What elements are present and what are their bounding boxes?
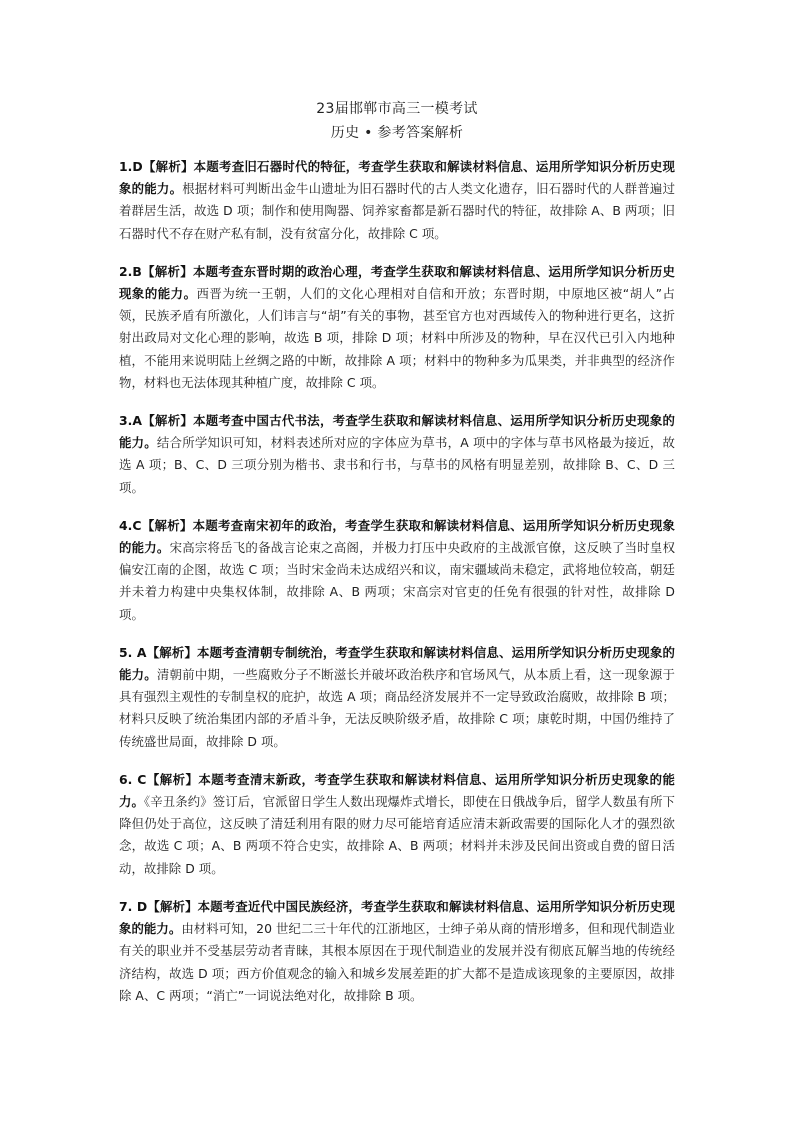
question-7-body: 由材料可知，20 世纪二三十年代的江浙地区，士绅子弟从商的情形增多，但和现代制造业有关的职业并不受基层劳动者青睐，其根本原因在于现代制造业的发展并没有彻底瓦解当地的传统经济结构，故选 D 项；西方价值观念的输入和城乡发展差距的扩大都不是造成该现象的主要原因，故排除 A、C 两项；“消亡”一词说法绝对化，故排除 B 项。 xyxy=(119,921,675,1003)
question-7-heading: 7. D【解析】本题考查近代中国民族经济，考查学生获取和解读材料信息、运用所学知识分析历史现象的能力。 xyxy=(119,898,675,937)
question-5-explanation xyxy=(119,642,675,753)
question-4-explanation xyxy=(119,515,675,626)
question-5-body: 清朝前中期，一些腐败分子不断滋长并破坏政治秩序和官场风气，从本质上看，这一现象源于具有强烈主观性的专制皇权的庇护，故选 A 项；商品经济发展并不一定导致政治腐败，故排除 B 项；材料只反映了统治集团内部的矛盾斗争，无法反映阶级矛盾，故排除 C 项；康乾时期，中国仍维持了传统盛世局面，故排除 D 项。 xyxy=(119,667,675,749)
question-5-heading: 5. A【解析】本题考查清朝专制统治，考查学生获取和解读材料信息、运用所学知识分析历史现象的能力。 xyxy=(119,644,675,683)
answer-explanations xyxy=(119,156,675,1023)
document-title: 23届邯郸市高三一模考试 xyxy=(316,101,478,117)
question-1-heading: 1.D【解析】本题考查旧石器时代的特征，考查学生获取和解读材料信息、运用所学知识分析历史现象的能力。 xyxy=(119,159,675,197)
question-3-body: 结合所学知识可知，材料表述所对应的字体应为草书，A 项中的字体与草书风格最为接近，故选 A 项；B、C、D 三项分别为楷书、隶书和行书，与草书的风格有明显差别，故排除 B、C、D 三项。 xyxy=(119,435,675,495)
question-4-heading: 4.C【解析】本题考查南宋初年的政治，考查学生获取和解读材料信息、运用所学知识分析历史现象的能力。 xyxy=(119,517,675,556)
document-header xyxy=(0,98,794,144)
question-2-body: 西晋为统一王朝，人们的文化心理相对自信和开放；东晋时期，中原地区被“胡人”占领，民族矛盾有所激化，人们讳言与“胡”有关的事物，甚至官方也对西域传入的物种进行更名，这折射出政局对文化心理的影响，故选 B 项，排除 D 项；材料中所涉及的物种，早在汉代已引入内地种植，不能用来说明陆上丝绸之路的中断，故排除 A 项；材料中的物种多为瓜果类，并非典型的经济作物，材料也无法体现其种植广度，故排除 C 项。 xyxy=(119,286,675,390)
question-4-body: 宋高宗将岳飞的备战言论束之高阁，并极力打压中央政府的主战派官僚，这反映了当时皇权偏安江南的企图，故选 C 项；当时宋金尚未达成绍兴和议，南宋疆域尚未稳定，武将地位较高，朝廷并未着力构建中央集权体制，故排除 A、B 两项；宋高宗对官吏的任免有很强的针对性，故排除 D 项。 xyxy=(119,540,676,622)
question-1-explanation xyxy=(119,156,675,245)
question-2-explanation xyxy=(119,261,675,394)
question-6-explanation xyxy=(119,769,675,880)
document-subtitle: 历史 • 参考答案解析 xyxy=(330,125,464,141)
question-1-body: 根据材料可判断出金牛山遗址为旧石器时代的古人类文化遗存，旧石器时代的人群普遍过着群居生活，故选 D 项；制作和使用陶器、饲养家畜都是新石器时代的特征，故排除 A、B 两项；旧石器时代不存在财产私有制，没有贫富分化，故排除 C 项。 xyxy=(119,181,676,241)
question-7-explanation xyxy=(119,896,675,1007)
question-3-heading: 3.A【解析】本题考查中国古代书法，考查学生获取和解读材料信息、运用所学知识分析历史现象的能力。 xyxy=(119,413,675,451)
question-2-heading: 2.B【解析】本题考查东晋时期的政治心理，考查学生获取和解读材料信息、运用所学知识分析历史现象的能力。 xyxy=(119,263,675,302)
question-3-explanation xyxy=(119,410,675,499)
question-6-heading: 6. C【解析】本题考查清末新政，考查学生获取和解读材料信息、运用所学知识分析历史现象的能力。 xyxy=(119,771,675,810)
question-6-body: 《辛丑条约》签订后，官派留日学生人数出现爆炸式增长，即使在日俄战争后，留学人数虽有所下降但仍处于高位，这反映了清廷利用有限的财力尽可能培育适应清末新政需要的国际化人才的强烈欲念，故选 C 项；A、B 两项不符合史实，故排除 A、B 两项；材料并未涉及民间出资或自费的留日活动，故排除 D 项。 xyxy=(119,794,675,876)
